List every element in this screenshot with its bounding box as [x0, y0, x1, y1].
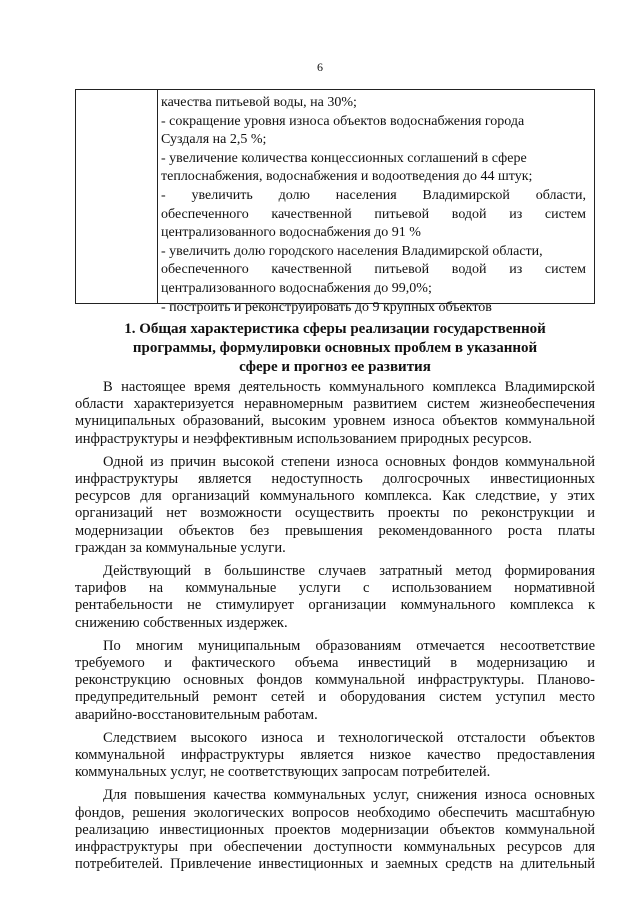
paragraph	[75, 454, 595, 557]
section-heading	[75, 320, 595, 377]
goals-table	[75, 89, 595, 315]
text-line: реконструкцию основных фондов коммунальной инфраструктуры. Планово-	[75, 672, 595, 689]
text-line: области характеризуется неравномерным развитием систем жизнеобеспечения	[75, 396, 595, 413]
table-left-cell	[76, 90, 158, 303]
text-line: В настоящее время деятельность коммунального комплекса Владимирской	[103, 379, 595, 395]
text-line: инфраструктуры и неэффективным использованием природных ресурсов.	[75, 430, 532, 447]
text-line: коммунальных услуг, не соответствующих запросам потребителей.	[75, 764, 491, 781]
text-line: Одной из причин высокой степени износа основных фондов коммунальной	[103, 453, 595, 470]
table-line: Суздаля на 2,5 %;	[161, 132, 267, 148]
text-line: потребителей. Привлечение инвестиционных и заемных средств на длительный	[75, 856, 595, 873]
text-line: требуемого и фактического объема инвестиций в модернизацию и	[75, 655, 595, 672]
table-line: централизованного водоснабжения до 99,0%;	[161, 280, 432, 296]
text-line: Для повышения качества коммунальных услуг, снижения износа основных	[103, 787, 595, 804]
table-line: - построить и реконструировать до 9 крупных объектов	[161, 299, 492, 315]
table-line: централизованного водоснабжения до 91 %	[161, 225, 421, 241]
section-body	[75, 379, 595, 879]
text-line: ресурсов для организаций коммунального комплекса. Как следствие, у этих	[75, 488, 595, 505]
text-line: организаций нет возможности осуществить проекты по реконструкции и	[75, 505, 595, 522]
heading-line: 1. Общая характеристика сферы реализации государственной	[124, 321, 546, 337]
heading-line: сфере и прогноз ее развития	[239, 359, 431, 375]
paragraph	[75, 638, 595, 724]
paragraph	[75, 563, 595, 632]
table-line: обеспеченного качественной питьевой водой из систем	[161, 206, 586, 222]
heading-line: программы, формулировки основных проблем в указанной	[132, 340, 538, 356]
table-line: качества питьевой воды, на 30%;	[161, 95, 357, 110]
text-line: По многим муниципальным образованиям отмечается несоответствие	[103, 637, 595, 654]
text-line: рентабельности не стимулирует организации коммунального комплекса к	[75, 597, 595, 614]
table-right-cell	[157, 90, 594, 315]
text-line: инфраструктуры при обеспечении доступности коммунальных ресурсов для	[75, 839, 595, 856]
table-line: теплоснабжения, водоснабжения и водоотведения до 44 штук;	[161, 169, 533, 185]
table-line: обеспеченного качественной питьевой водой из систем	[161, 262, 586, 278]
table-line: - увеличить долю населения Владимирской области,	[161, 187, 586, 203]
text-line: Следствием высокого износа и технологической отсталости объектов	[103, 729, 595, 746]
text-line: коммунальной инфраструктуры является низкое качество предоставления	[75, 747, 595, 764]
table-line: - сокращение уровня износа объектов водоснабжения города	[161, 113, 525, 129]
text-line: Действующий в большинстве случаев затратный метод формирования	[103, 563, 595, 580]
table-line: - увеличить долю городского населения Владимирской области,	[161, 243, 543, 259]
text-line: тарифов на коммунальные услуги с использованием нормативной	[75, 580, 595, 597]
paragraph	[75, 787, 595, 873]
page-number: 6	[317, 60, 323, 74]
text-line: фондов, решения экологических вопросов необходимо обеспечить масштабную	[75, 804, 595, 821]
text-line: модернизации объектов без превышения рекомендованного роста платы	[75, 522, 595, 539]
text-line: предупредительный ремонт сетей и оборудования систем уступил место	[75, 689, 595, 706]
paragraph	[75, 730, 595, 782]
text-line: граждан за коммунальные услуги.	[75, 539, 286, 556]
table-line: - увеличение количества концессионных соглашений в сфере	[161, 150, 527, 166]
paragraph	[75, 379, 595, 448]
text-line: снижению собственных издержек.	[75, 614, 288, 631]
text-line: инфраструктуры является недоступность долгосрочных инвестиционных	[75, 471, 595, 488]
text-line: аварийно-восстановительным работам.	[75, 706, 318, 723]
text-line: реализацию инвестиционных проектов модернизации объектов коммунальной	[75, 821, 595, 838]
text-line: муниципальных образований, высоким уровнем износа объектов коммунальной	[75, 413, 595, 430]
